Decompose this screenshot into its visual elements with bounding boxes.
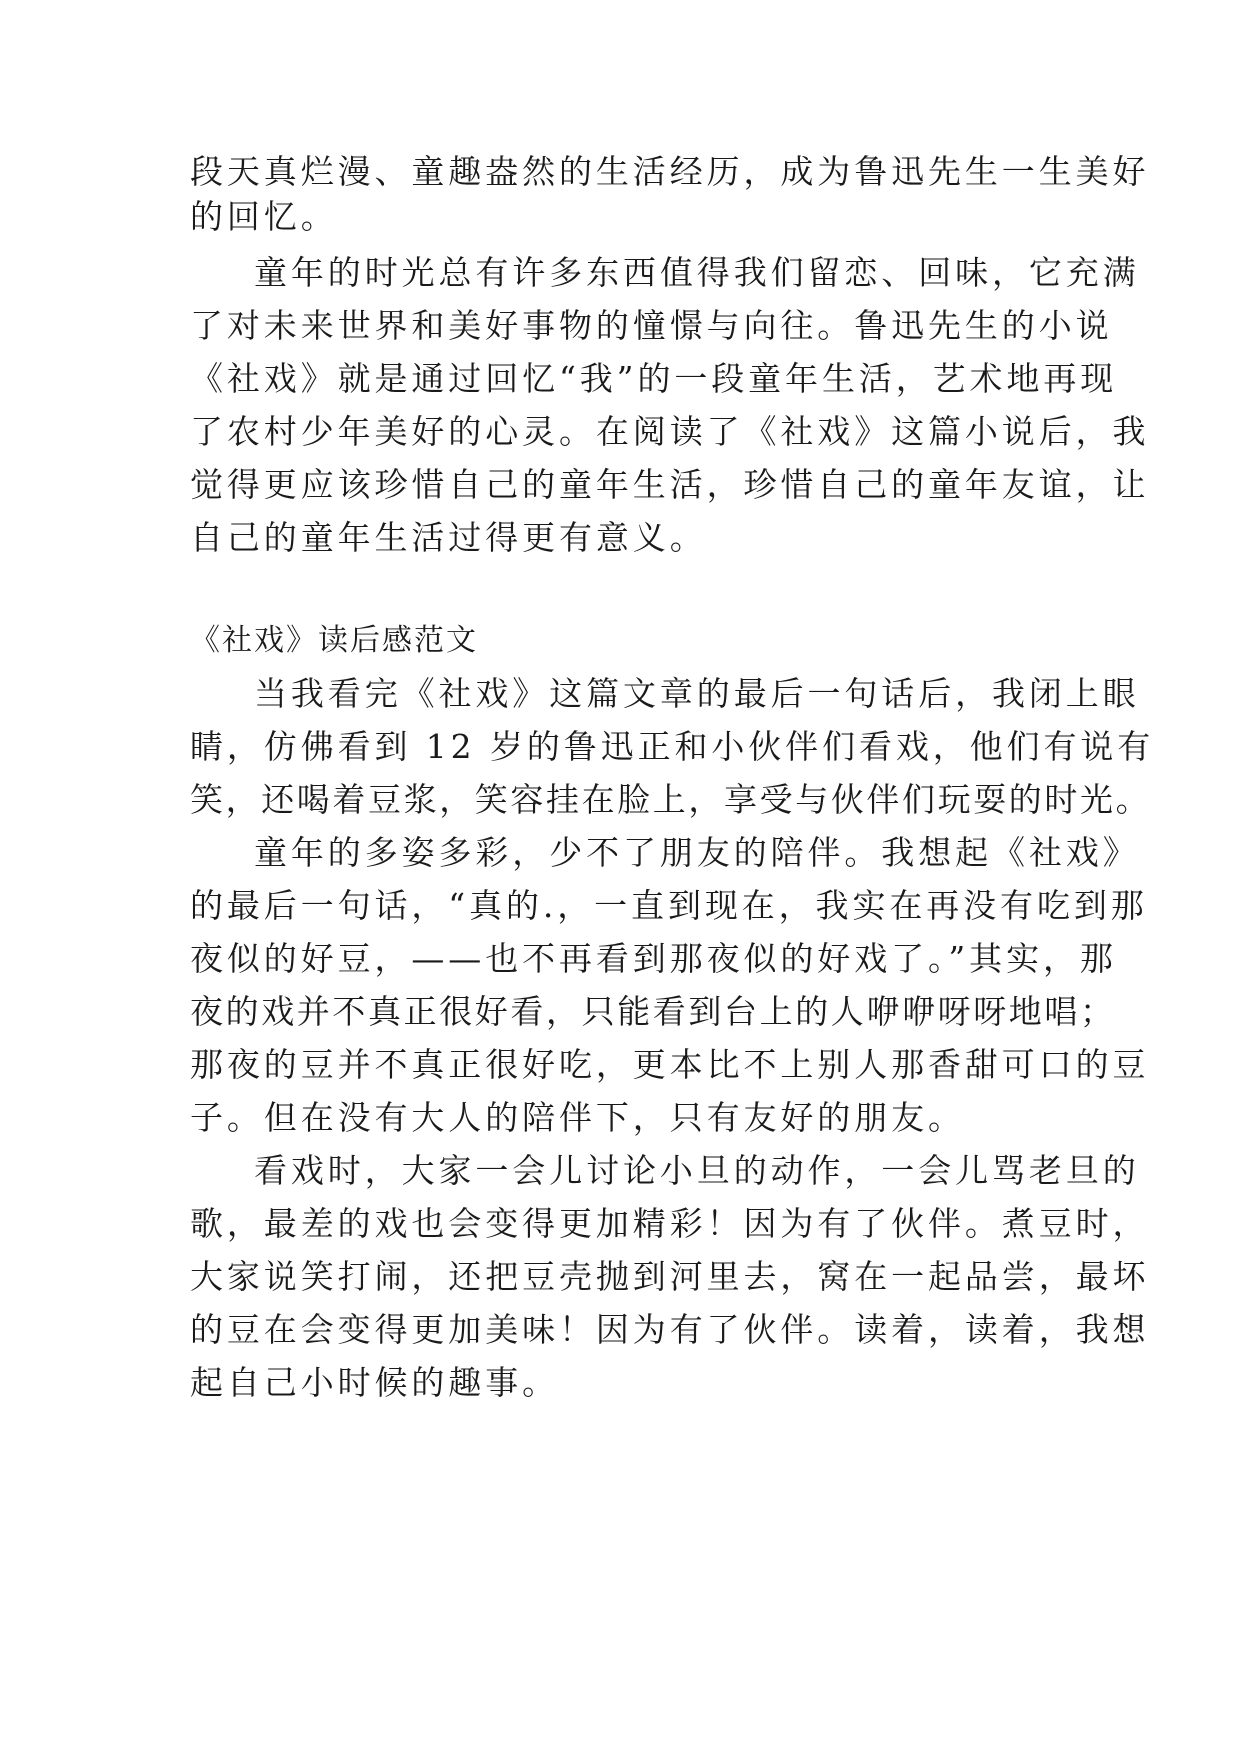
paragraph-line: 的豆在会变得更加美味！因为有了伙伴。读着，读着，我想 — [190, 1310, 1150, 1349]
paragraph-line: 童年的时光总有许多东西值得我们留恋、回味，它充满 — [254, 253, 1140, 292]
paragraph-line: 段天真烂漫、童趣盎然的生活经历，成为鲁迅先生一生美好 — [190, 152, 1150, 191]
paragraph-line: 了对未来世界和美好事物的憧憬与向往。鲁迅先生的小说 — [190, 306, 1113, 345]
paragraph-line: 童年的多姿多彩，少不了朋友的陪伴。我想起《社戏》 — [254, 833, 1140, 872]
paragraph-line: 起自己小时候的趣事。 — [190, 1363, 559, 1402]
paragraph-line: 夜似的好豆，——也不再看到那夜似的好戏了。”其实，那 — [190, 939, 1117, 978]
paragraph-line: 歌，最差的戏也会变得更加精彩！因为有了伙伴。煮豆时， — [190, 1204, 1150, 1243]
paragraph-line: 子。但在没有大人的陪伴下，只有友好的朋友。 — [190, 1098, 965, 1137]
paragraph-line: 笑，还喝着豆浆，笑容挂在脸上，享受与伙伴们玩耍的时光。 — [190, 780, 1152, 819]
paragraph-line: 的最后一句话，“真的.，一直到现在，我实在再没有吃到那 — [190, 886, 1148, 925]
paragraph-line: 自己的童年生活过得更有意义。 — [190, 518, 707, 557]
paragraph-line: 当我看完《社戏》这篇文章的最后一句话后，我闭上眼 — [254, 674, 1140, 713]
paragraph-line: 觉得更应该珍惜自己的童年生活，珍惜自己的童年友谊，让 — [190, 465, 1150, 504]
paragraph-line: 《社戏》就是通过回忆“我”的一段童年生活，艺术地再现 — [190, 359, 1118, 398]
paragraph-line: 睛，仿佛看到 12 岁的鲁迅正和小伙伴们看戏，他们有说有 — [190, 727, 1155, 766]
paragraph-line: 夜的戏并不真正很好看，只能看到台上的人咿咿呀呀地唱； — [190, 992, 1116, 1031]
paragraph-line: 看戏时，大家一会儿讨论小旦的动作，一会儿骂老旦的 — [254, 1151, 1140, 1190]
paragraph-line: 的回忆。 — [190, 197, 338, 236]
paragraph-line: 了农村少年美好的心灵。在阅读了《社戏》这篇小说后，我 — [190, 412, 1150, 451]
paragraph-line: 那夜的豆并不真正很好吃，更本比不上别人那香甜可口的豆 — [190, 1045, 1150, 1084]
section-title: 《社戏》读后感范文 — [190, 623, 478, 658]
paragraph-line: 大家说笑打闹，还把豆壳抛到河里去，窝在一起品尝，最坏 — [190, 1257, 1150, 1296]
